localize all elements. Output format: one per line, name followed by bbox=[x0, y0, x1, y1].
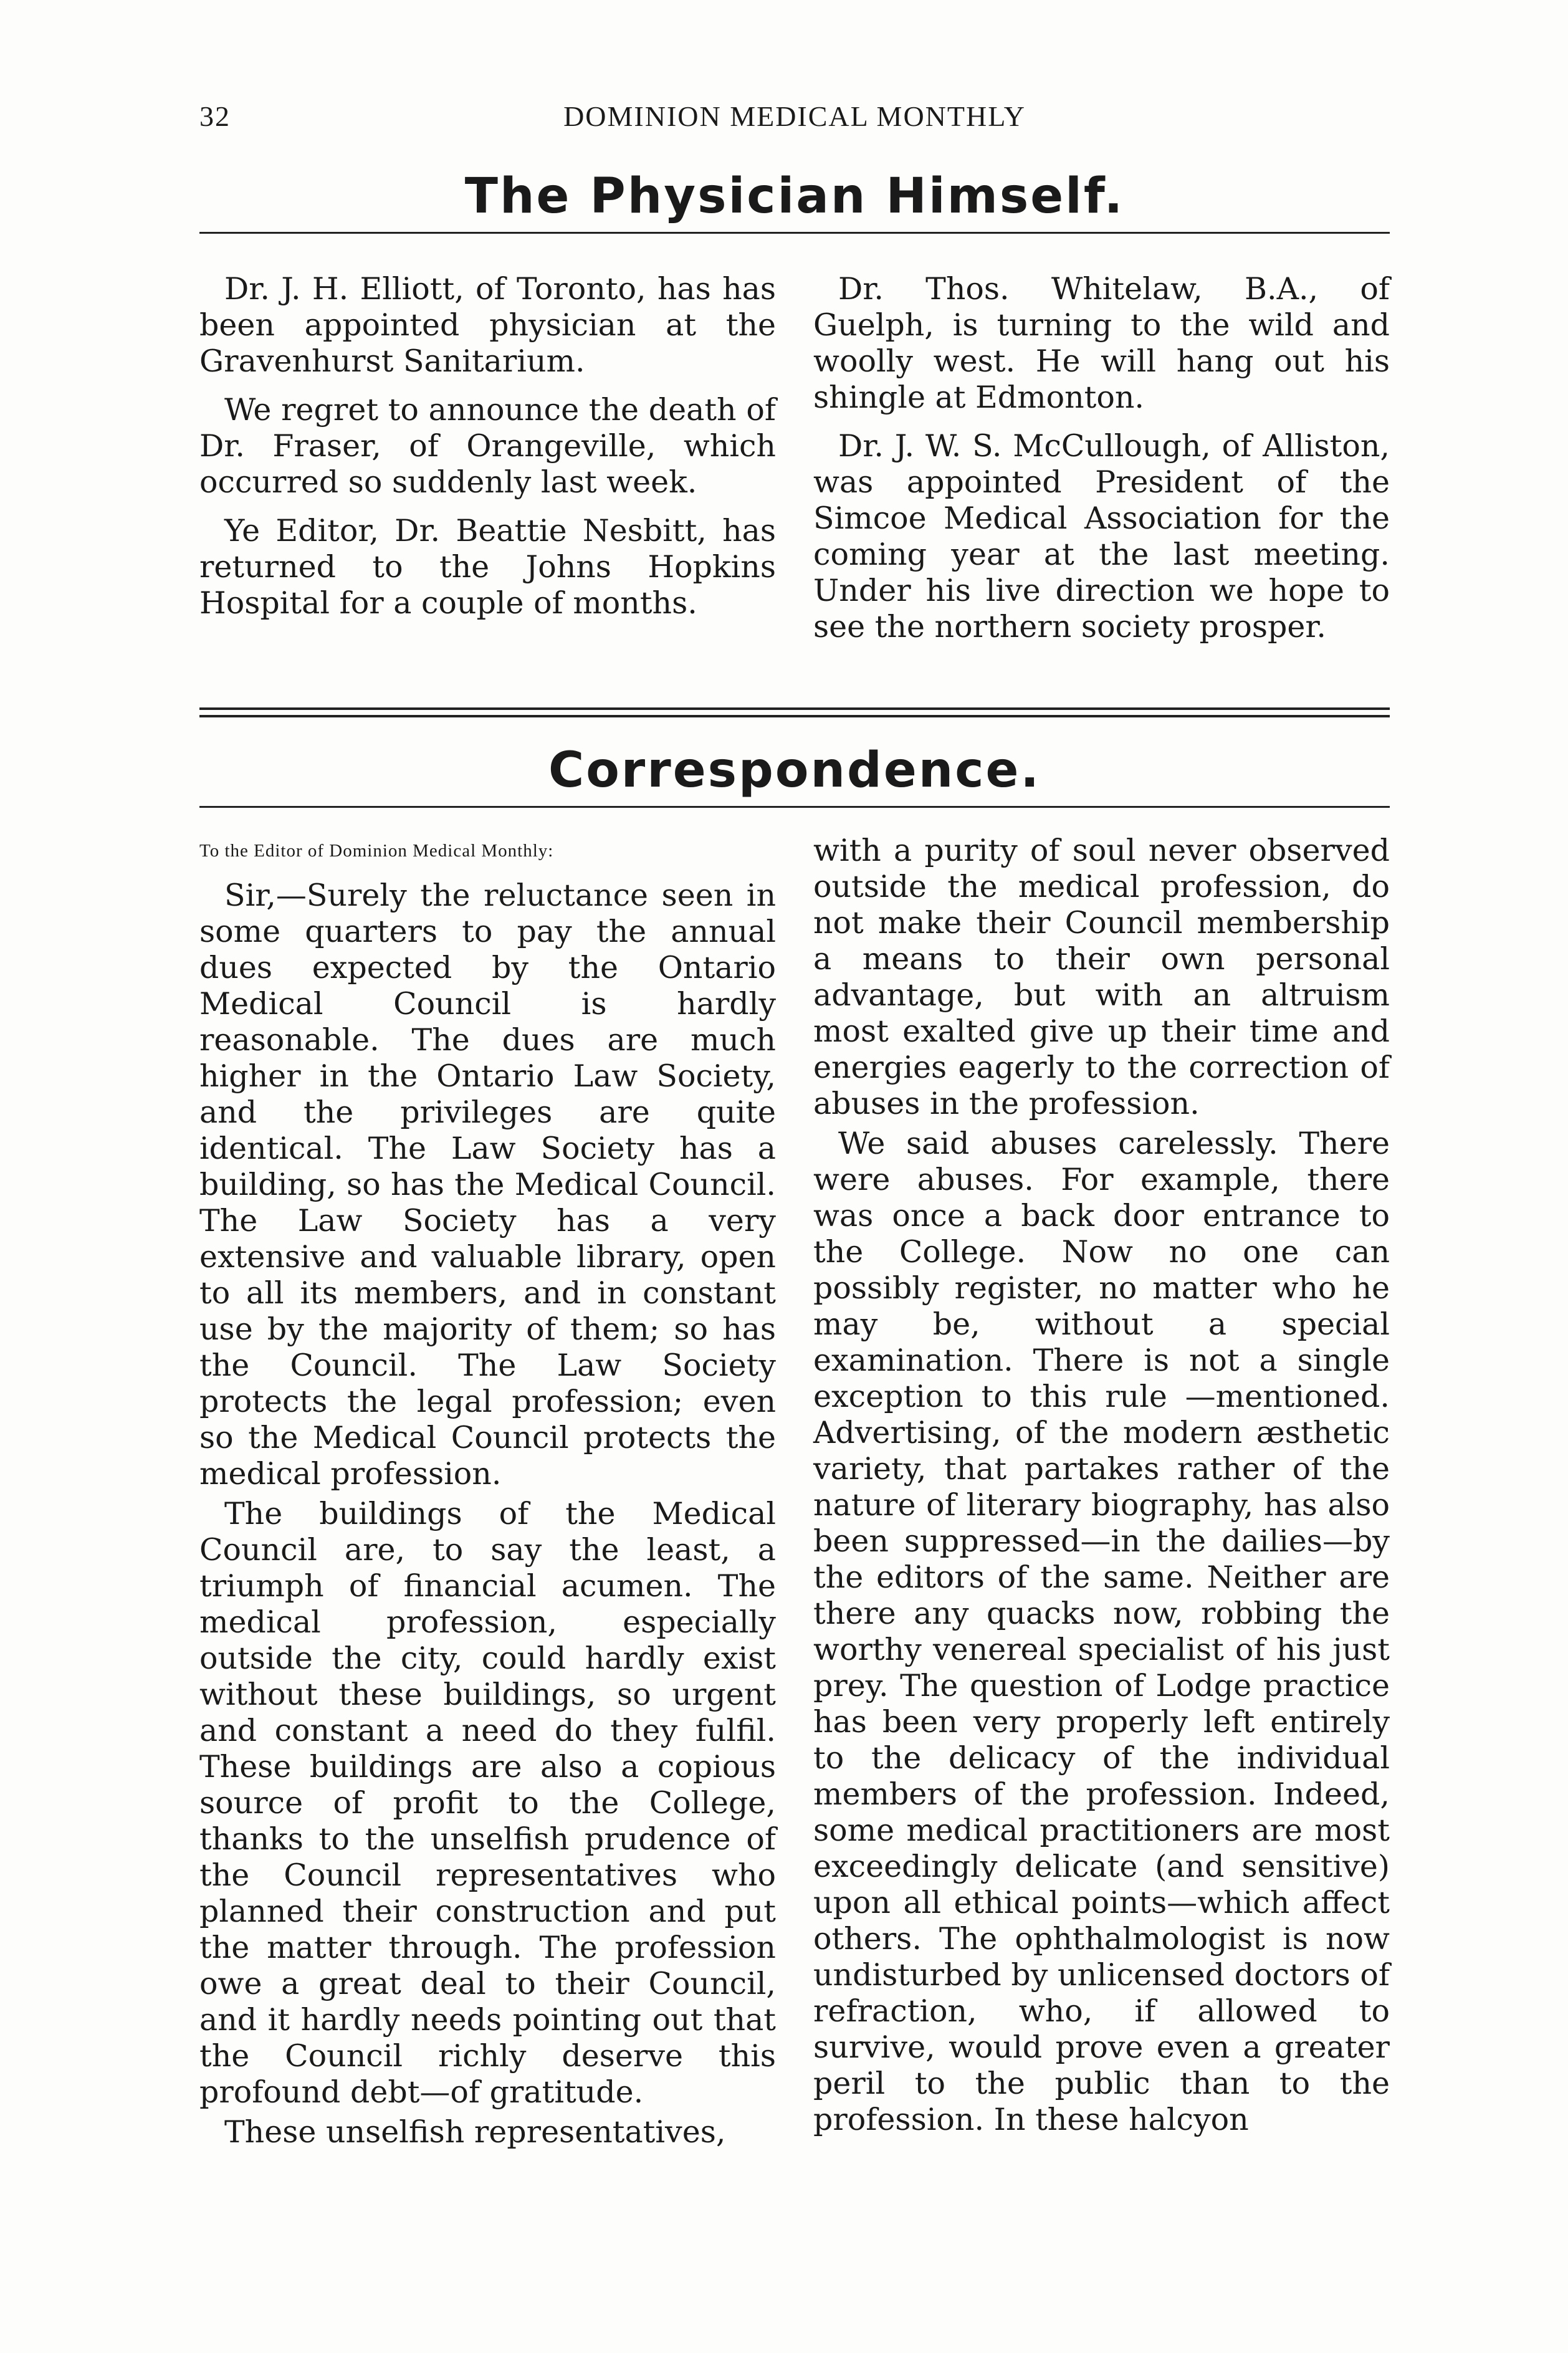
correspondence-right-column bbox=[813, 833, 1390, 2154]
journal-title: DOMINION MEDICAL MONTHLY bbox=[563, 100, 1026, 132]
letter-paragraph: with a purity of soul never observed outside the medical profession, do not make their Council membership a means to their own personal advantage, but with an altruism most exalted give up their time and energies eagerly to the correction of abuses in the profession. bbox=[813, 833, 1390, 1121]
letter-paragraph: Sir,—Surely the reluctance seen in some quarters to pay the annual dues expected by the Ontario Medical Council is hardly reasonable. The dues are much higher in the Ontario Law Society, and the privileges are quite identical. The Law Society has a building, so has the Medical Council. The Law Society has a very extensive and valuable library, open to all its members, and in constant use by the majority of them; so has the Council. The Law Society protects the legal profession; even so the Medical Council protects the medical profession. bbox=[199, 878, 776, 1492]
salutation: To the Editor of Dominion Medical Monthly: bbox=[199, 841, 554, 861]
section-title-correspondence: Correspondence. bbox=[548, 742, 1041, 798]
section-divider bbox=[199, 707, 1390, 717]
section-physician bbox=[199, 168, 1390, 658]
title-rule bbox=[199, 232, 1390, 234]
title-rule bbox=[199, 806, 1390, 808]
news-item: Ye Editor, Dr. Beattie Nesbitt, has returned to the Johns Hopkins Hospital for a couple of months. bbox=[199, 513, 776, 621]
news-item: Dr. J. W. S. McCullough, of Alliston, was appointed President of the Simcoe Medical Association for the coming year at the last meeting. Under his live direction we hope to see the northern society prosper. bbox=[813, 428, 1390, 645]
page bbox=[199, 93, 1390, 2154]
news-item: We regret to announce the death of Dr. Fraser, of Orangeville, which occurred so suddenly last week. bbox=[199, 392, 776, 500]
news-item: Dr. Thos. Whitelaw, B.A., of Guelph, is turning to the wild and woolly west. He will hang out his shingle at Edmonton. bbox=[813, 271, 1390, 415]
letter-paragraph: These unselfish representatives, bbox=[224, 2114, 726, 2150]
letter-paragraph: The buildings of the Medical Council are, to say the least, a triumph of financial acumen. The medical profession, especially outside the city, could hardly exist without these buildings, so urgent and constant a need do they fulfil. These buildings are also a copious source of profit to the College, thanks to the unselfish prudence of the Council representatives who planned their construction and put the matter through. The profession owe a great deal to their Council, and it hardly needs pointing out that the Council richly deserve this profound debt—of gratitude. bbox=[199, 1496, 776, 2110]
physician-columns bbox=[199, 271, 1390, 658]
running-head bbox=[199, 93, 1390, 143]
section-correspondence bbox=[199, 742, 1390, 2154]
section-title-physician: The Physician Himself. bbox=[464, 168, 1125, 224]
correspondence-columns bbox=[199, 833, 1390, 2154]
page-number: 32 bbox=[199, 100, 231, 132]
letter-paragraph: We said abuses carelessly. There were abuses. For example, there was once a back door entrance to the College. Now no one can possibly register, no matter who he may be, without a special examination. There is not a single exception to this rule —mentioned. Advertising, of the modern æsthetic variety, that partakes rather of the nature of literary biography, has also been suppressed—in the dailies—by the editors of the same. Neither are there any quacks now, robbing the worthy venereal specialist of his just prey. The question of Lodge practice has been very properly left entirely to the delicacy of the individual members of the profession. Indeed, some medical practitioners are most exceedingly delicate (and sensitive) upon all ethical points—which affect others. The ophthalmologist is now undisturbed by unlicensed doctors of refraction, who, if allowed to survive, would prove even a greater peril to the public than to the profession. In these halcyon bbox=[813, 1126, 1390, 2137]
correspondence-left-column bbox=[199, 833, 776, 2154]
physician-left-column bbox=[199, 271, 776, 658]
news-item: Dr. J. H. Elliott, of Toronto, has has been appointed physician at the Gravenhurst Sanitarium. bbox=[199, 271, 776, 379]
physician-right-column bbox=[813, 271, 1390, 658]
